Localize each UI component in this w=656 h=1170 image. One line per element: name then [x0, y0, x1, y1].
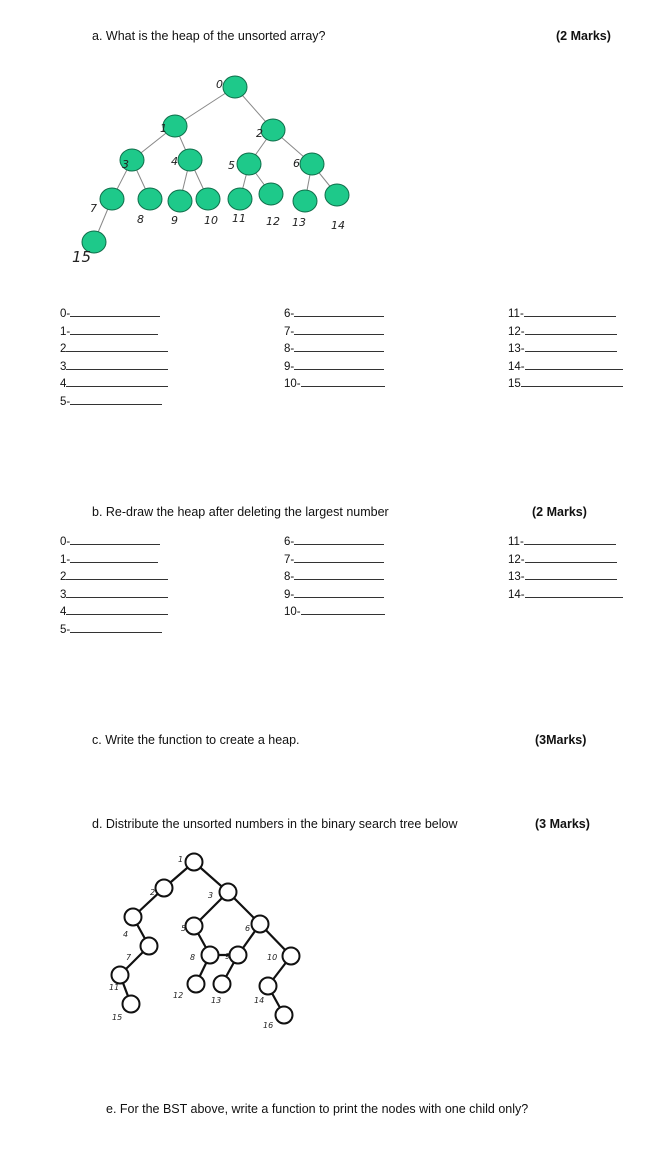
heap-b-answer-index: 3 — [60, 588, 67, 601]
heap-b-answer-index: 8- — [284, 571, 295, 584]
heap-a-answer-index: 15 — [508, 378, 521, 391]
question-c-marks: (3Marks) — [535, 733, 587, 747]
heap-b-answer-index: 2 — [60, 571, 67, 584]
question-b-marks: (2 Marks) — [532, 505, 587, 519]
heap-node-label: 9 — [171, 214, 178, 227]
heap-a-answer-index: 1- — [60, 325, 71, 338]
bst-node-label: 8 — [190, 953, 196, 962]
bst-node — [202, 947, 219, 964]
heap-node-label: 10 — [204, 214, 218, 227]
heap-a-answer-index: 6- — [284, 308, 295, 320]
bst-node — [123, 996, 140, 1013]
question-d-text: d. Distribute the unsorted numbers in the binary search tree below — [92, 817, 458, 831]
bst-node — [112, 967, 129, 984]
heap-a-answer-index: 14- — [508, 360, 525, 373]
bst-node-label: 16 — [263, 1021, 274, 1030]
heap-b-answer-index: 11- — [508, 536, 524, 548]
heap-b-answer-index: 5- — [60, 624, 71, 636]
heap-b-answer-index: 12- — [508, 553, 525, 566]
heap-node-label: 8 — [137, 213, 144, 226]
question-e-text: e. For the BST above, write a function to print the nodes with one child only? — [106, 1102, 529, 1116]
heap-b-answer-index: 4 — [60, 606, 67, 619]
heap-a-answer-index: 7- — [284, 325, 295, 338]
bst-node-label: 9 — [225, 952, 231, 961]
question-c-text: c. Write the function to create a heap. — [92, 733, 300, 747]
heap-node-label: 12 — [266, 215, 280, 228]
heap-a-answer-index: 9- — [284, 360, 295, 373]
heap-node-label: 0 — [216, 78, 223, 91]
heap-b-answer-index: 9- — [284, 588, 295, 601]
bst-node-label: 3 — [208, 891, 214, 900]
bst-node-label: 6 — [245, 924, 251, 933]
bst-node-label: 11 — [109, 983, 120, 992]
heap-a-answer-index: 13- — [508, 343, 525, 356]
bst-node — [220, 884, 237, 901]
heap-a-answer-index: 4 — [60, 378, 67, 391]
heap-node-label: 6 — [293, 157, 300, 170]
heap-node-label: 3 — [122, 158, 129, 171]
heap-node-label: 15 — [72, 248, 92, 266]
heap-a-answer-index: 5- — [60, 396, 71, 408]
bst-node — [230, 947, 247, 964]
heap-node-label: 1 — [160, 122, 167, 135]
bst-node — [141, 938, 158, 955]
bst-node — [276, 1007, 293, 1024]
heap-a-answer-index: 0- — [60, 308, 71, 320]
heap-a-answer-index: 8- — [284, 343, 295, 356]
bst-node-label: 7 — [126, 953, 132, 962]
bst-node-label: 12 — [173, 991, 184, 1000]
bst-node — [186, 854, 203, 871]
bst-node — [260, 978, 277, 995]
heap-a-answer-index: 2 — [60, 343, 67, 356]
heap-b-answer-index: 1- — [60, 553, 71, 566]
bst-node-label: 2 — [150, 888, 156, 897]
bst-node-label: 5 — [181, 924, 187, 933]
heap-node-label: 14 — [331, 219, 345, 232]
heap-a-answer-index: 12- — [508, 325, 525, 338]
bst-node-label: 15 — [112, 1013, 123, 1022]
bst-node-label: 4 — [123, 930, 129, 939]
heap-node-label: 13 — [292, 216, 306, 229]
heap-b-answer-index: 6- — [284, 536, 295, 548]
heap-node-label: 4 — [171, 155, 178, 168]
bst-node — [214, 976, 231, 993]
heap-node-label: 7 — [90, 202, 97, 215]
bst-node — [188, 976, 205, 993]
bst-node — [186, 918, 203, 935]
heap-node-label: 2 — [256, 127, 263, 140]
bst-node-label: 14 — [254, 996, 265, 1005]
heap-b-answer-index: 7- — [284, 553, 295, 566]
heap-node-label: 11 — [232, 212, 246, 225]
heap-b-answer-index: 0- — [60, 536, 71, 548]
bst-node-label: 13 — [211, 996, 222, 1005]
bst-node — [156, 880, 173, 897]
bst-node — [125, 909, 142, 926]
bst-node — [283, 948, 300, 965]
question-d-marks: (3 Marks) — [535, 817, 590, 831]
question-a-marks: (2 Marks) — [556, 29, 611, 43]
heap-b-answer-index: 10- — [284, 606, 301, 619]
heap-a-answer-index: 3 — [60, 360, 67, 373]
bst-node-label: 1 — [178, 855, 184, 864]
heap-b-answer-index: 14- — [508, 588, 525, 601]
heap-b-answer-index: 13- — [508, 571, 525, 584]
heap-a-answer-index: 11- — [508, 308, 524, 320]
heap-a-answer-index: 10- — [284, 378, 301, 391]
bst-node — [252, 916, 269, 933]
question-b-text: b. Re-draw the heap after deleting the largest number — [92, 505, 389, 519]
question-a-text: a. What is the heap of the unsorted array? — [92, 29, 326, 43]
heap-node-label: 5 — [228, 159, 235, 172]
bst-node-label: 10 — [267, 953, 278, 962]
